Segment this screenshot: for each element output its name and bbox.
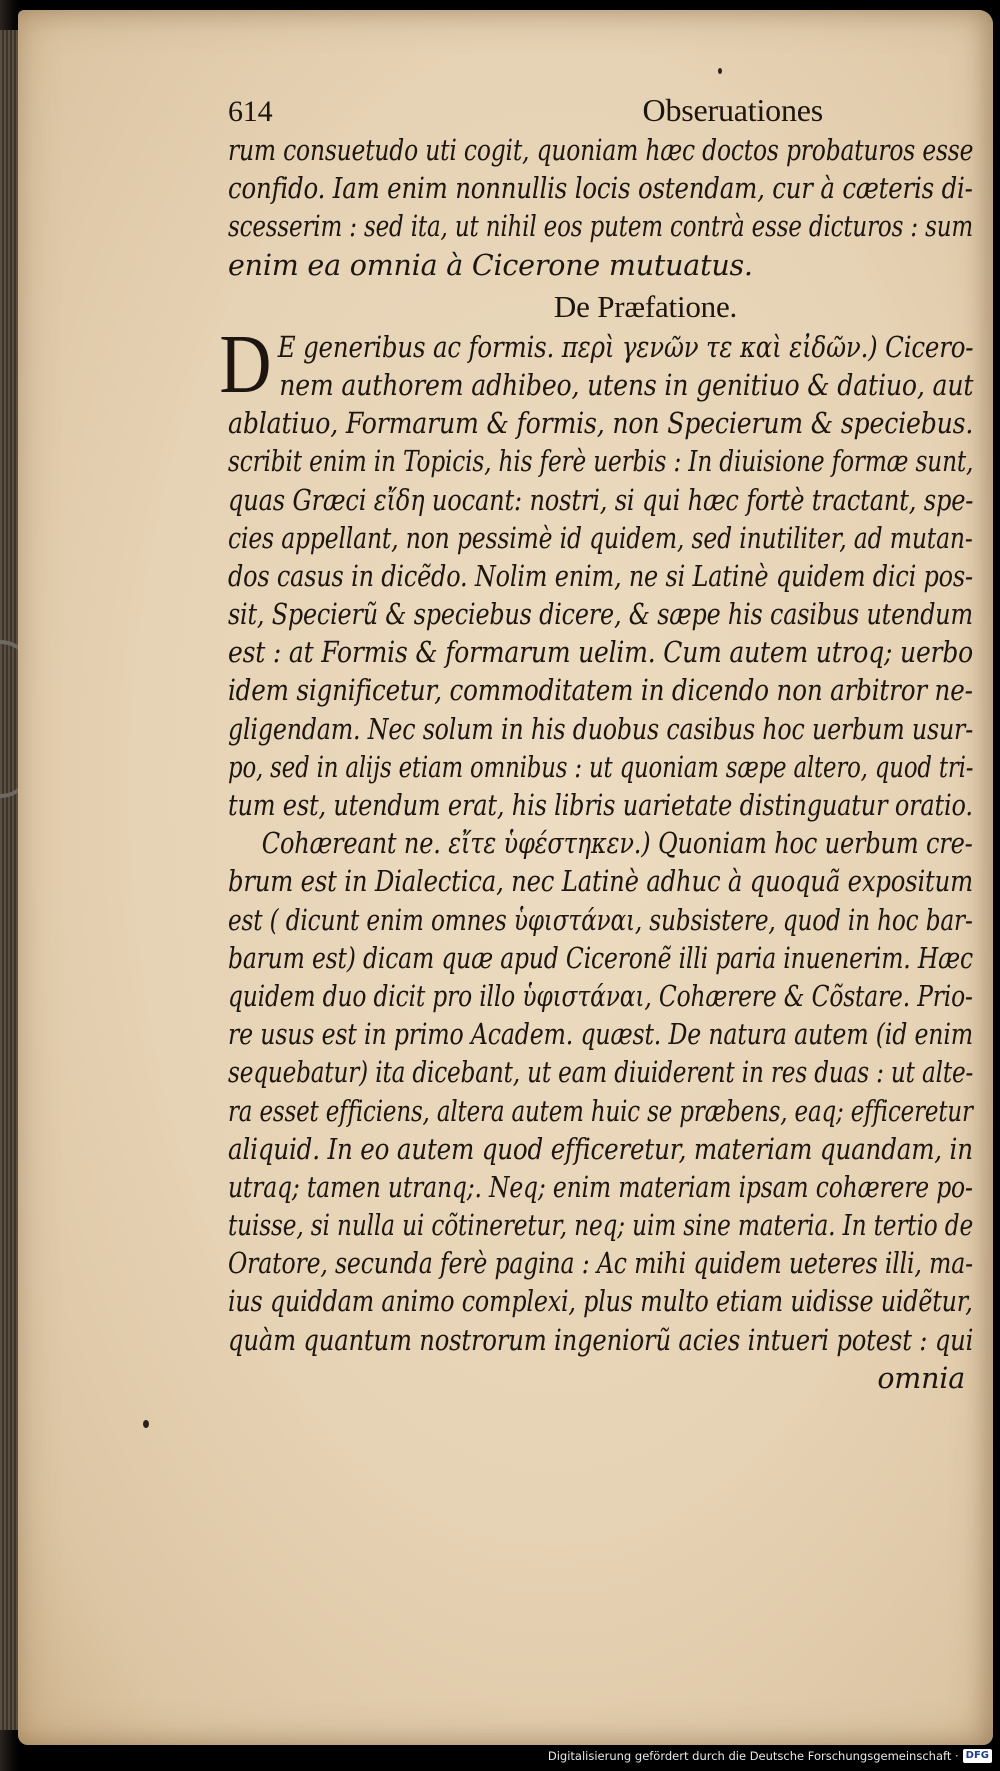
page-header — [228, 92, 973, 132]
text-line: ius quiddam animo complexi, plus multo etiam uidisse uidẽtur, — [228, 1285, 973, 1319]
text-line: ablatiuo, Formarum & formis, non Specierum & speciebus. — [228, 407, 974, 441]
text-line: ra esset efficiens, altera autem huic se præbens, eaq; efficeretur — [228, 1094, 973, 1128]
text-line: gligendam. Nec solum in his duobus casibus hoc uerbum usur- — [228, 712, 974, 746]
text-line: re usus est in primo Academ. quæst. De natura autem (id enim — [228, 1018, 973, 1052]
credit-text: Digitalisierung gefördert durch die Deutsche Forschungsgemeinschaft · — [547, 1749, 959, 1763]
text-line: enim ea omnia à Cicerone mutuatus. — [228, 248, 753, 282]
text-line: barum est) dicam quæ apud Ciceronẽ illi paria inuenerim. Hæc — [228, 941, 973, 975]
dfg-logo: DFG — [963, 1749, 992, 1763]
text-block — [219, 92, 974, 1398]
text-line: E generibus ac formis. περὶ γενῶν τε καὶ εἰδῶν.) Cicero- — [277, 330, 974, 364]
text-line: est ( dicunt enim omnes ὑφιστάναι, subsistere, quod in hoc bar- — [228, 903, 973, 937]
text-line: idem significetur, commoditatem in dicendo non arbitror ne- — [228, 674, 973, 708]
text-line: tuisse, si nulla ui cõtineretur, neq; uim sine materia. In tertio de — [228, 1209, 974, 1243]
text-line: sit, Specierũ & speciebus dicere, & sæpe his casibus utendum — [228, 598, 973, 632]
text-line: nem authorem adhibeo, utens in genitiuo & datiuo, aut — [279, 368, 974, 402]
text-line: quidem duo dicit pro illo ὑφιστάναι, Cohærere & Cõstare. Prio- — [228, 979, 973, 1013]
text-line: cies appellant, non pessimè id quidem, sed inutiliter, ad mutan- — [228, 521, 973, 555]
text-line: po, sed in alijs etiam omnibus : ut quoniam sæpe altero, quod tri- — [228, 750, 974, 784]
running-head: Obseruationes — [642, 92, 823, 128]
text-line: dos casus in dicẽdo. Nolim enim, ne si Latinè quidem dici pos- — [228, 559, 973, 593]
ink-spot — [143, 1420, 149, 1428]
text-line: scribit enim in Topicis, his ferè uerbis : In diuisione formæ sunt, — [228, 445, 974, 479]
digitization-credit — [548, 1747, 992, 1765]
text-line: rum consuetudo uti cogit, quoniam hæc doctos probaturos esse — [228, 134, 974, 167]
text-line: quas Græci εἴδη uocant: nostri, si qui hæc fortè tractant, spe- — [228, 483, 974, 517]
text-line: scesserim : sed ita, ut nihil eos putem contrà esse dicturos : sum — [228, 210, 973, 244]
section-heading: De Præfatione. — [553, 288, 738, 324]
text-line: tum est, utendum erat, his libris uarietate distinguatur oratio. — [228, 789, 973, 822]
text-line: Cohæreant ne. εἴτε ὑφέστηκεν.) Quoniam hoc uerbum cre- — [261, 827, 973, 861]
ink-spot — [718, 68, 722, 74]
text-line: est : at Formis & formarum uelim. Cum autem utroq; uerbo — [228, 636, 973, 670]
text-line: aliquid. In eo autem quod efficeretur, materiam quandam, in — [228, 1132, 973, 1166]
text-line: brum est in Dialectica, nec Latinè adhuc à quoquã expositum — [228, 865, 973, 899]
drop-cap: D — [219, 317, 272, 411]
page-number: 614 — [228, 95, 273, 128]
text-line: sequebatur) ita dicebant, ut eam diuiderent in res duas : ut alte- — [228, 1056, 974, 1090]
text-line: Oratore, secunda ferè pagina : Ac mihi quidem ueteres illi, ma- — [228, 1247, 973, 1281]
text-line: quàm quantum nostrorum ingeniorũ acies intueri potest : qui — [228, 1323, 974, 1357]
text-line: confido. Iam enim nonnullis locis ostendam, cur à cæteris di- — [228, 172, 973, 206]
catchword: omnia — [877, 1361, 965, 1395]
text-line: utraq; tamen utranq;. Neq; enim materiam ipsam cohærere po- — [228, 1170, 973, 1204]
